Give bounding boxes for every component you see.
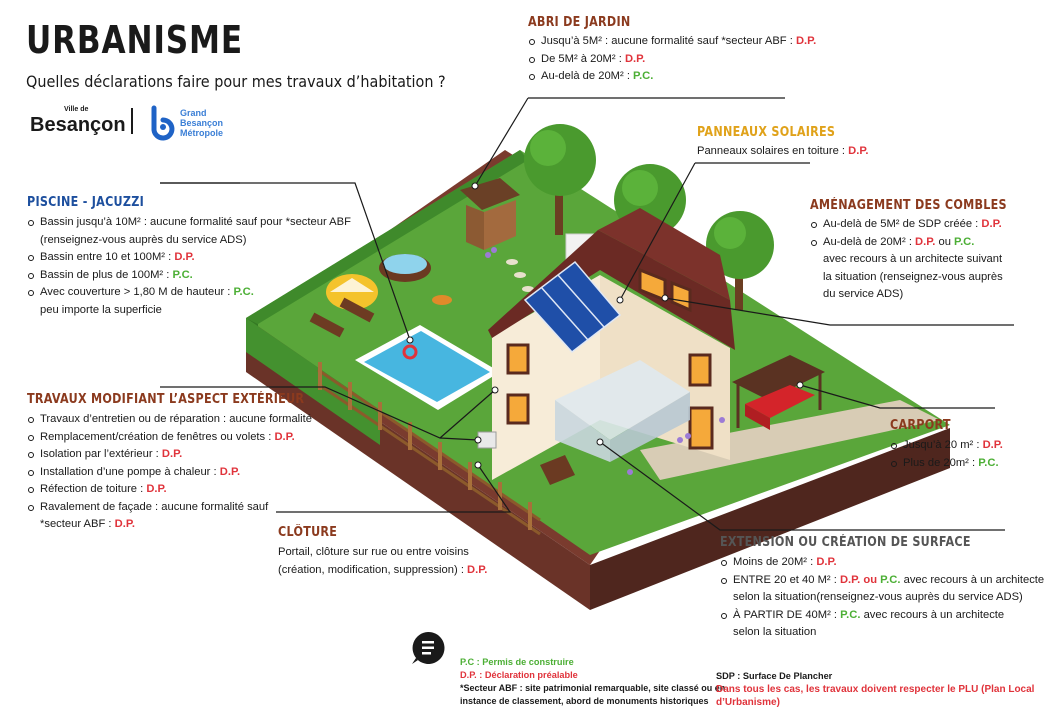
combles-item: Au-delà de 20M² : D.P. ou P.C.	[810, 234, 1039, 252]
travaux-item-cont: *secteur ABF : D.P.	[40, 518, 135, 530]
piscine-item-cont: (renseignez-vous auprès du service ADS)	[40, 233, 247, 246]
section-title-piscine: PISCINE - JACUZZI	[27, 195, 145, 210]
extension-item-cont: selon la situation	[733, 626, 817, 638]
logo-gbm-line2: Besançon	[180, 118, 224, 128]
section-title-carport: CARPORT	[890, 418, 951, 433]
page-subtitle: Quelles déclarations faire pour mes travaux d’habitation ?	[26, 72, 446, 91]
legend-plu: d’Urbanisme)	[716, 697, 780, 708]
carport-item: Plus de 20m² : P.C.	[890, 455, 1003, 473]
section-title-travaux: TRAVAUX MODIFIANT L’ASPECT EXTÉRIEUR	[27, 392, 305, 407]
section-travaux	[27, 392, 349, 534]
legend-abf: instance de classement, abord de monuments historiques	[460, 696, 709, 706]
section-carport	[890, 418, 1003, 472]
combles-line: la situation (renseignez-vous auprès	[823, 270, 1003, 283]
legend-abf: *Secteur ABF : site patrimonial remarquable, site classé ou en	[460, 683, 726, 693]
section-extension	[720, 535, 1044, 642]
legend-block-right	[716, 670, 1034, 709]
travaux-item: Ravalement de façade : aucune formalité sauf	[27, 499, 349, 517]
extension-item: ENTRE 20 et 40 M² : D.P. ou P.C. avec recours à un architecte	[720, 572, 1044, 590]
extension-item: Moins de 20M² : D.P.	[720, 554, 1044, 572]
legend-block	[460, 656, 725, 708]
extension-item-cont: selon la situation(renseignez-vous auprès du service ADS)	[733, 591, 1023, 603]
combles-line: du service ADS)	[823, 288, 904, 300]
section-piscine	[27, 195, 351, 319]
jacuzzi-water	[383, 254, 427, 274]
piscine-item: Bassin entre 10 et 100M² : D.P.	[27, 249, 351, 267]
section-title-panneaux: PANNEAUX SOLAIRES	[697, 125, 836, 140]
section-panneaux	[697, 125, 868, 161]
section-title-combles: AMÉNAGEMENT DES COMBLES	[810, 198, 1007, 213]
logo-gbm-line3: Métropole	[180, 128, 224, 138]
travaux-item: Réfection de toiture : D.P.	[27, 481, 349, 499]
cat	[432, 295, 452, 305]
legend-plu: Dans tous les cas, les travaux doivent respecter le PLU (Plan Local	[716, 684, 1035, 695]
travaux-item: Travaux d’entretien ou de réparation : aucune formalité	[27, 411, 349, 429]
cloture-line: Portail, clôture sur rue ou entre voisins	[278, 546, 469, 558]
section-combles	[810, 198, 1039, 304]
travaux-item: Isolation par l’extérieur : D.P.	[27, 446, 349, 464]
panneaux-text: Panneaux solaires en toiture : D.P.	[697, 145, 869, 157]
page-title: URBANISME	[26, 18, 243, 62]
combles-item: Au-delà de 5M² de SDP créée : D.P.	[810, 216, 1039, 234]
carport-item: Jusqu’à 20 m² : D.P.	[890, 437, 1003, 455]
speech-bubble-icon	[410, 630, 446, 666]
travaux-item: Installation d’une pompe à chaleur : D.P.	[27, 464, 349, 482]
piscine-item: Bassin de plus de 100M² : P.C.	[27, 267, 351, 285]
piscine-item-cont: peu importe la superficie	[40, 303, 162, 316]
travaux-item: Remplacement/création de fenêtres ou volets : D.P.	[27, 429, 349, 447]
combles-line: avec recours à un architecte suivant	[823, 253, 1003, 265]
extension-item: À PARTIR DE 40M² : P.C. avec recours à un architecte	[720, 607, 1044, 625]
piscine-item: Avec couverture > 1,80 M de hauteur : P.C.	[27, 284, 351, 302]
section-title-extension: EXTENSION OU CRÉATION DE SURFACE	[720, 535, 971, 550]
legend-sdp: SDP : Surface De Plancher	[716, 671, 833, 681]
abri-item: De 5M² à 20M² : D.P.	[528, 51, 816, 69]
section-abri	[528, 15, 816, 86]
cloture-line: (création, modification, suppression) : D.P.	[278, 563, 488, 576]
section-cloture	[278, 525, 487, 579]
piscine-item: Bassin jusqu’à 10M² : aucune formalité sauf pour *secteur ABF	[27, 214, 351, 232]
logo-besancon: Besançon	[30, 114, 126, 136]
section-title-cloture: CLÔTURE	[278, 525, 338, 540]
logo-ville-de: Ville de	[64, 106, 89, 113]
legend-dp: D.P. : Déclaration préalable	[460, 670, 578, 680]
abri-item: Au-delà de 20M² : P.C.	[528, 68, 816, 86]
legend-pc: P.C : Permis de construire	[460, 657, 574, 667]
abri-item: Jusqu’à 5M² : aucune formalité sauf *secteur ABF : D.P.	[528, 33, 816, 51]
section-title-abri: ABRI DE JARDIN	[528, 15, 631, 30]
logo-gbm-line1: Grand	[180, 108, 207, 118]
